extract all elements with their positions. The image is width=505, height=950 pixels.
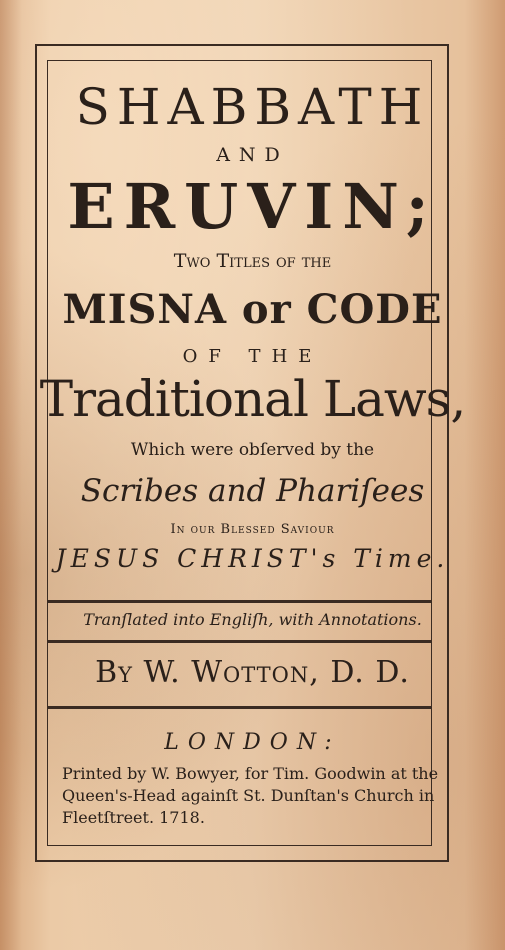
imprint-line-2: Queen's-Head againſt St. Dunſtan's Church in (62, 786, 435, 805)
rule-below-author (47, 706, 432, 709)
translation-note: Tranſlated into Engliſh, with Annotations. (83, 610, 422, 629)
rule-below-translation (47, 640, 432, 643)
subtitle-of-the: OF THE (182, 346, 323, 367)
title-eruvin: ERUVIN; (67, 170, 438, 243)
subtitle-two-titles: Two Titles of the (173, 250, 332, 272)
title-and: AND (216, 144, 289, 166)
author-line: By W. Wotton, D. D. (95, 655, 410, 690)
subtitle-scribes: Scribes and Phariſees (80, 473, 425, 509)
subtitle-jesus-christ: JESUS CHRIST's Time. (55, 544, 450, 573)
subtitle-which: Which were obſerved by the (130, 440, 375, 460)
subtitle-traditional-laws: Traditional Laws, (39, 370, 466, 428)
title-shabbath: SHABBATH (75, 78, 430, 136)
imprint-place: LONDON: (164, 730, 341, 755)
imprint-line-3: Fleetſtreet. 1718. (62, 808, 205, 827)
imprint (62, 763, 439, 829)
subtitle-misna: MISNA or CODE (62, 286, 443, 333)
subtitle-saviour: In our Blessed Saviour (170, 522, 335, 537)
imprint-line-1: Printed by W. Bowyer, for Tim. Goodwin at the (62, 764, 439, 783)
rule-above-translation (47, 600, 432, 603)
